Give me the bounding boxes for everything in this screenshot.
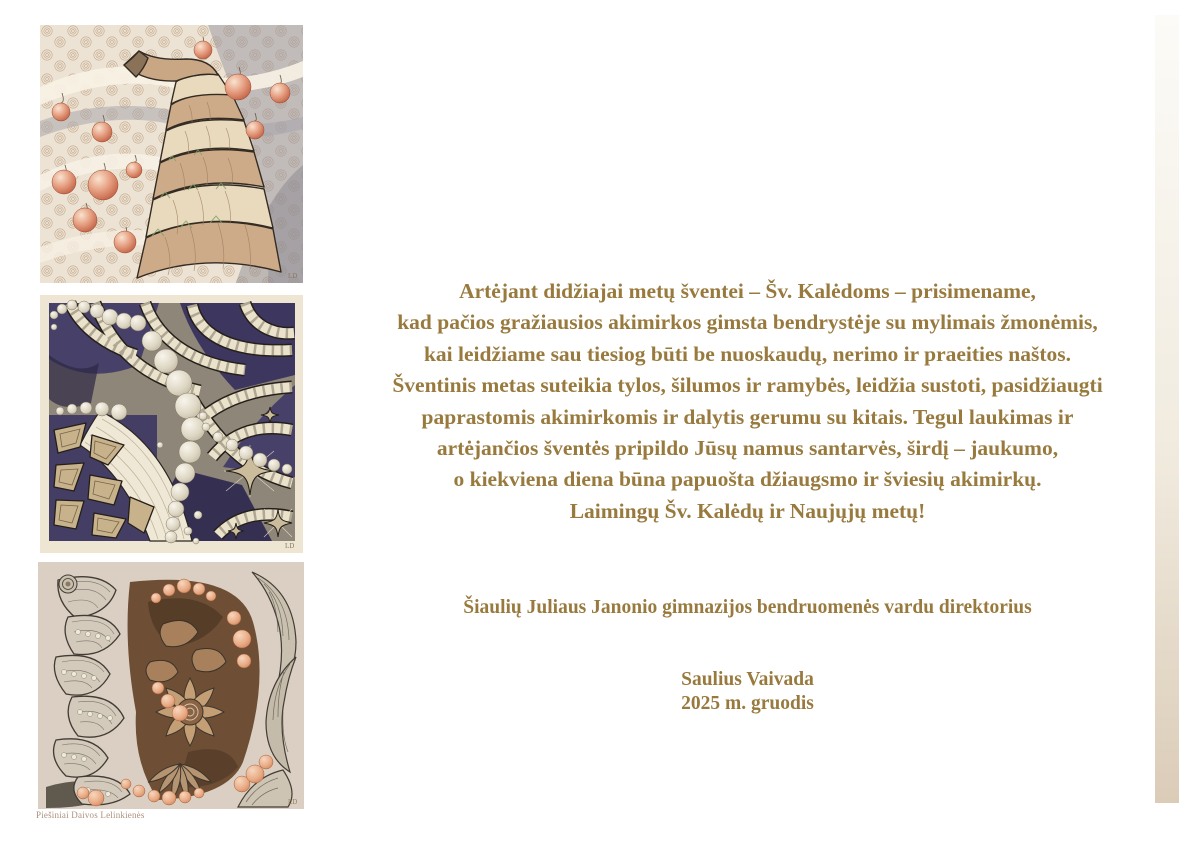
greeting-line: artėjančios šventės pripildo Jūsų namus santarvės, širdį – jaukumo, <box>436 436 1059 461</box>
signature-name-date-block <box>335 668 1160 715</box>
artist-monogram: LD <box>288 272 298 280</box>
greeting-line: paprastomis akimirkomis ir dalytis gerumu su kitais. Tegul laukimas ir <box>421 404 1074 429</box>
signature-name: Saulius Vaivada <box>681 669 814 690</box>
greeting-line: Laimingų Šv. Kalėdų ir Naujųjų metų! <box>569 498 926 523</box>
signature-date: 2025 m. gruodis <box>681 692 814 714</box>
leaves-flower-drawing-icon <box>38 562 304 809</box>
artwork-ribbons-pearls-image <box>40 295 303 553</box>
artwork-spiral-christmas-tree-image <box>40 25 303 283</box>
christmas-tree-drawing-icon <box>40 25 303 283</box>
greeting-text-block <box>335 276 1160 527</box>
artist-monogram: LD <box>285 542 295 550</box>
greeting-line: kai leidžiame sau tiesiog būti be nuoskaudų, nerimo ir praeities naštos. <box>423 341 1072 366</box>
greeting-line: o kiekviena diena būna papuošta džiaugsmo ir šviesių akimirkų. <box>453 467 1042 492</box>
greeting-line: Artėjant didžiajai metų šventei – Šv. Kalėdoms – prisimename, <box>459 279 1036 303</box>
ribbons-pearls-drawing-icon <box>40 295 303 553</box>
artist-credit-caption: Piešiniai Daivos Lelinkienės <box>36 810 145 820</box>
signature-role-line: Šiaulių Juliaus Janonio gimnazijos bendruomenės vardu direktorius <box>463 597 1032 618</box>
greeting-line: kad pačios gražiausios akimirkos gimsta bendrystėje su mylimais žmonėmis, <box>397 310 1098 335</box>
artist-monogram: LD <box>288 798 298 806</box>
greeting-line: Šventinis metas suteikia tylos, šilumos ir ramybės, leidžia sustoti, pasidžiaugti <box>392 373 1103 398</box>
artwork-leaves-flower-image <box>38 562 304 809</box>
